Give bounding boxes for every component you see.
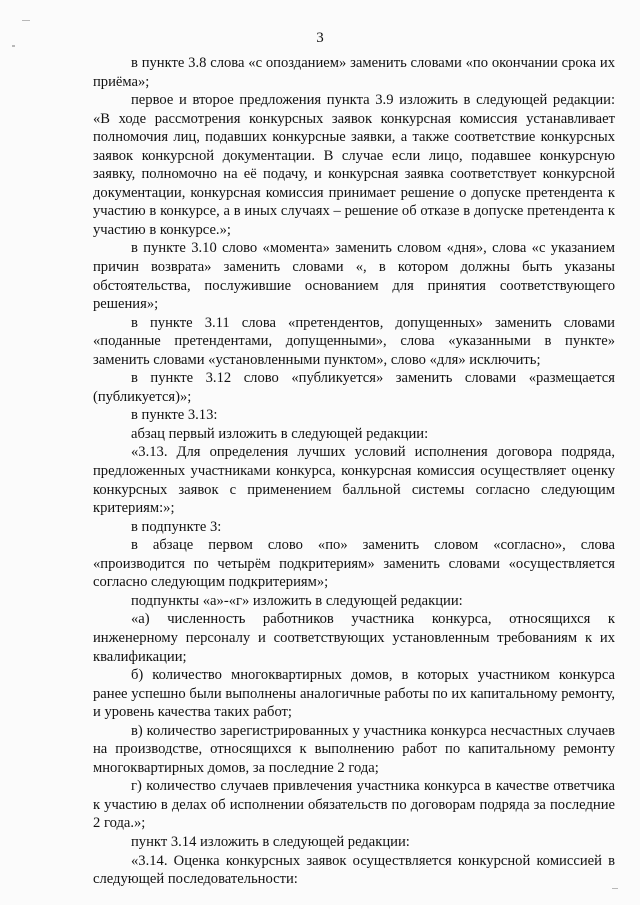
paragraph: подпункты «а»-«г» изложить в следующей редакции: bbox=[131, 592, 463, 609]
paragraph: в абзаце первом слово «по» заменить словом «согласно», слова «производится по четырём подкритериям» заменить словами «осуществляется согласно следующим подкритериям»; bbox=[93, 537, 615, 591]
paragraph: в пункте 3.10 слово «момента» заменить словом «дня», слова «с указанием причин возврата» заменить словами «, в котором должны быть указаны обстоятельства, послужившие основанием для принятия соответствующего решения»; bbox=[93, 240, 615, 313]
paragraph: первое и второе предложения пункта 3.9 изложить в следующей редакции: «В ходе рассмотрения конкурсных заявок конкурсная комиссия устанавливает полномочия лиц, подавших конкурсные заявки, а также соответствие конкурсных заявок конкурсной документации. В случае если лицо, подавшее конкурсную заявку, полномочно на её подачу, и конкурсная заявка соответствует конкурсной документации, конкурсная комиссия принимает решение о допуске претендента к участию в конкурсе, а в иных случаях – решение об отказе в допуске претендента к участию в конкурсе.»; bbox=[93, 92, 615, 238]
paragraph: в пункте 3.13: bbox=[131, 407, 218, 424]
paragraph: в) количество зарегистрированных у участника конкурса несчастных случаев на производстве, относящихся к выполнению работ по капитальному ремонту многоквартирных домов, за последние 2 года; bbox=[93, 722, 615, 776]
paragraph: в пункте 3.12 слово «публикуется» заменить словами «размещается (публикуется)»; bbox=[93, 370, 615, 405]
paragraph: «3.14. Оценка конкурсных заявок осуществляется конкурсной комиссией в следующей последовательности: bbox=[93, 852, 615, 888]
scan-edge-mark bbox=[22, 20, 30, 21]
paragraph: г) количество случаев привлечения участника конкурса в качестве ответчика к участию в делах об исполнении обязательств по договорам подряда за последние 2 года.»; bbox=[93, 778, 615, 832]
page-number: 3 bbox=[316, 30, 324, 46]
paragraph: в пункте 3.11 слова «претендентов, допущенных» заменить словами «поданные претендентами, допущенными», слова «указанными в пункте» заменить словами «установленными пунктом», слово «для» исключить; bbox=[93, 314, 615, 368]
paragraph: б) количество многоквартирных домов, в которых участником конкурса ранее успешно были выполнены аналогичные работы по их капитальному ремонту, и уровень качества таких работ; bbox=[93, 667, 615, 721]
paragraph: «а) численность работников участника конкурса, относящихся к инженерному персоналу и соответствующих установленным требованиям к их квалификации; bbox=[93, 611, 615, 665]
paragraph: абзац первый изложить в следующей редакции: bbox=[131, 425, 429, 442]
document-body bbox=[93, 54, 615, 889]
paragraph: в подпункте 3: bbox=[131, 518, 222, 535]
paragraph: пункт 3.14 изложить в следующей редакции: bbox=[131, 833, 410, 850]
paragraph: «3.13. Для определения лучших условий исполнения договора подряда, предложенных участниками конкурса, конкурсная комиссия осуществляет оценку конкурсных заявок с применением балльной системы согласно следующим критериям:»; bbox=[93, 444, 615, 517]
paragraph: в пункте 3.8 слова «с опозданием» заменить словами «по окончании срока их приёма»; bbox=[93, 55, 615, 90]
